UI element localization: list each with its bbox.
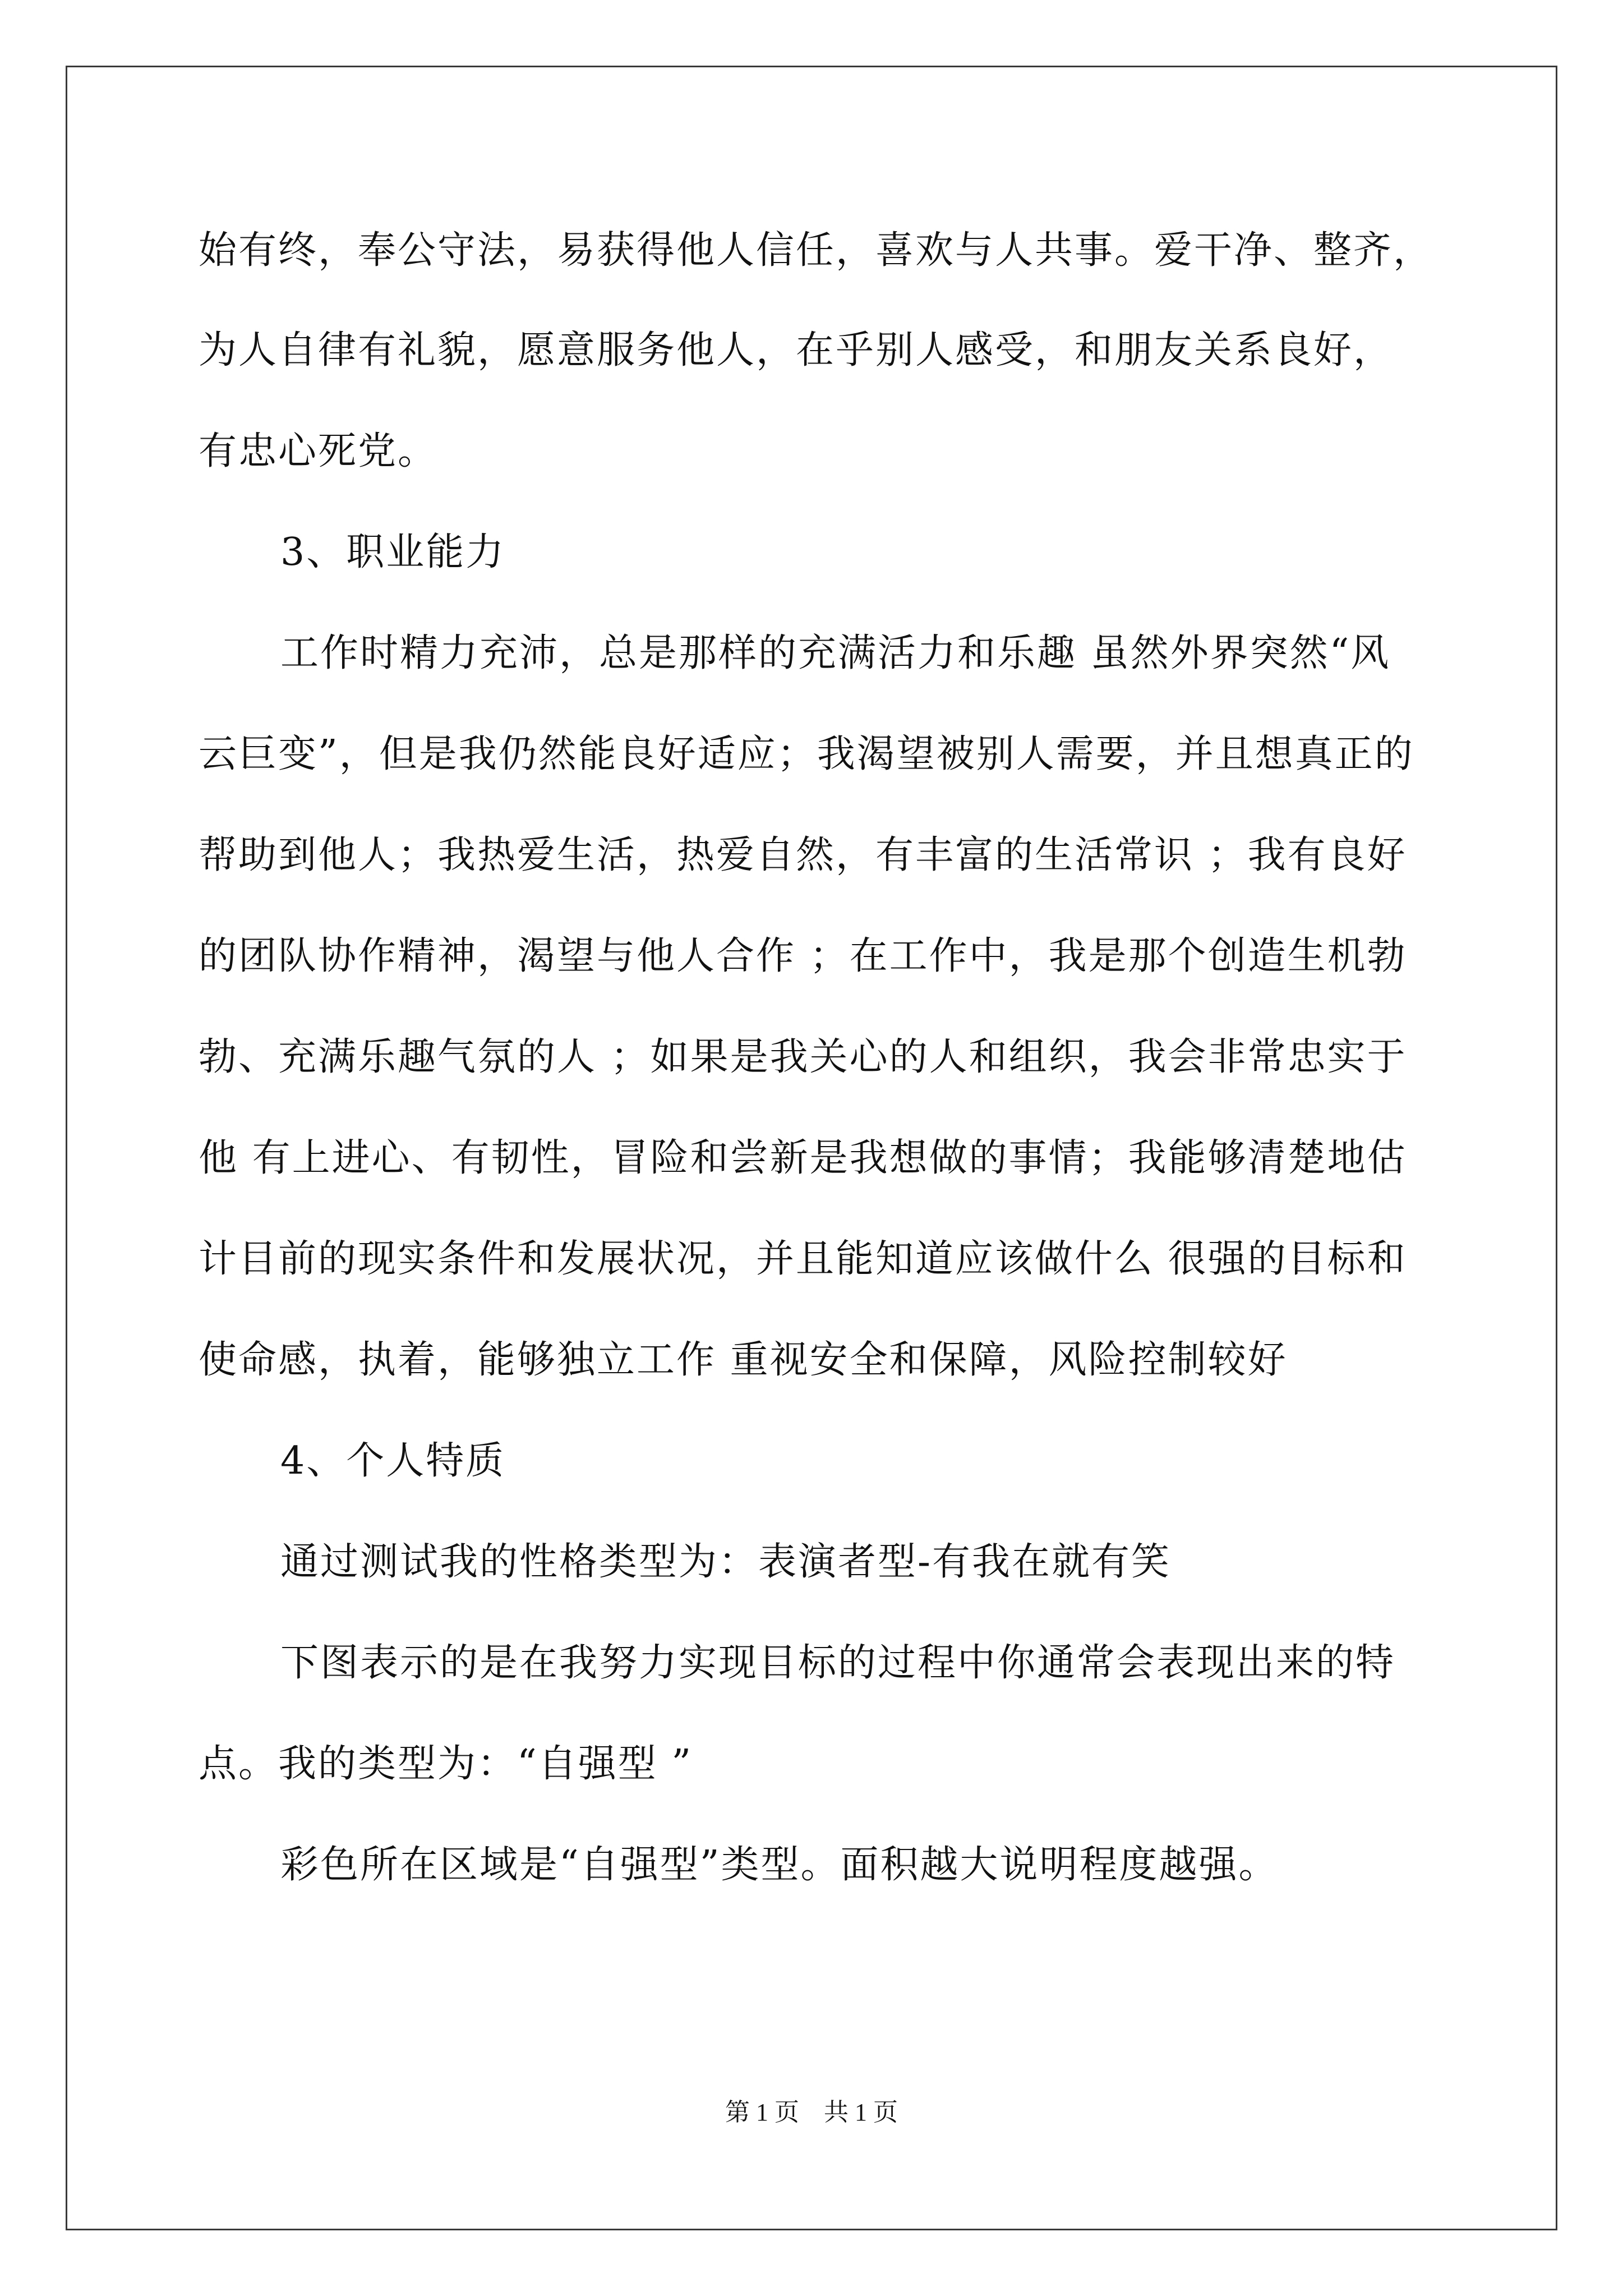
paragraph-line: 云巨变”，但是我仍然能良好适应；我渴望被别人需要，并且想真正的 bbox=[199, 732, 1414, 776]
paragraph-line: 勃、充满乐趣气氛的人 ；如果是我关心的人和组织，我会非常忠实于 bbox=[199, 1035, 1407, 1079]
section-heading: 4、个人特质 bbox=[280, 1439, 506, 1483]
paragraph-line: 为人自律有礼貌，愿意服务他人，在乎别人感受，和朋友关系良好， bbox=[199, 328, 1394, 372]
section-heading: 3、职业能力 bbox=[280, 530, 506, 574]
paragraph-line: 的团队协作精神，渴望与他人合作 ；在工作中，我是那个创造生机勃 bbox=[199, 934, 1407, 978]
paragraph-line: 工作时精力充沛，总是那样的充满活力和乐趣 虽然外界突然“风 bbox=[280, 631, 1391, 675]
paragraph-line: 有忠心死党。 bbox=[199, 429, 438, 473]
paragraph-line: 帮助到他人；我热爱生活，热爱自然，有丰富的生活常识 ；我有良好 bbox=[199, 833, 1407, 877]
paragraph-line: 使命感，执着，能够独立工作 重视安全和保障，风险控制较好 bbox=[199, 1338, 1288, 1382]
paragraph-line: 计目前的现实条件和发展状况，并且能知道应该做什么 很强的目标和 bbox=[199, 1237, 1407, 1281]
paragraph-line: 他 有上进心、有韧性，冒险和尝新是我想做的事情；我能够清楚地估 bbox=[199, 1136, 1407, 1180]
paragraph-line: 通过测试我的性格类型为：表演者型-有我在就有笑 bbox=[280, 1540, 1171, 1584]
paragraph-line: 点。我的类型为：“自强型 ” bbox=[199, 1742, 693, 1786]
paragraph-line: 始有终，奉公守法，易获得他人信任，喜欢与人共事。爱干净、整齐， bbox=[199, 228, 1433, 273]
paragraph-line: 彩色所在区域是“自强型”类型。面积越大说明程度越强。 bbox=[280, 1843, 1279, 1887]
page-number: 第 1 页 bbox=[725, 2099, 799, 2126]
paragraph-line: 下图表示的是在我努力实现目标的过程中你通常会表现出来的特 bbox=[280, 1641, 1396, 1685]
page-total: 共 1 页 bbox=[824, 2099, 898, 2126]
page-footer bbox=[0, 2097, 1623, 2128]
